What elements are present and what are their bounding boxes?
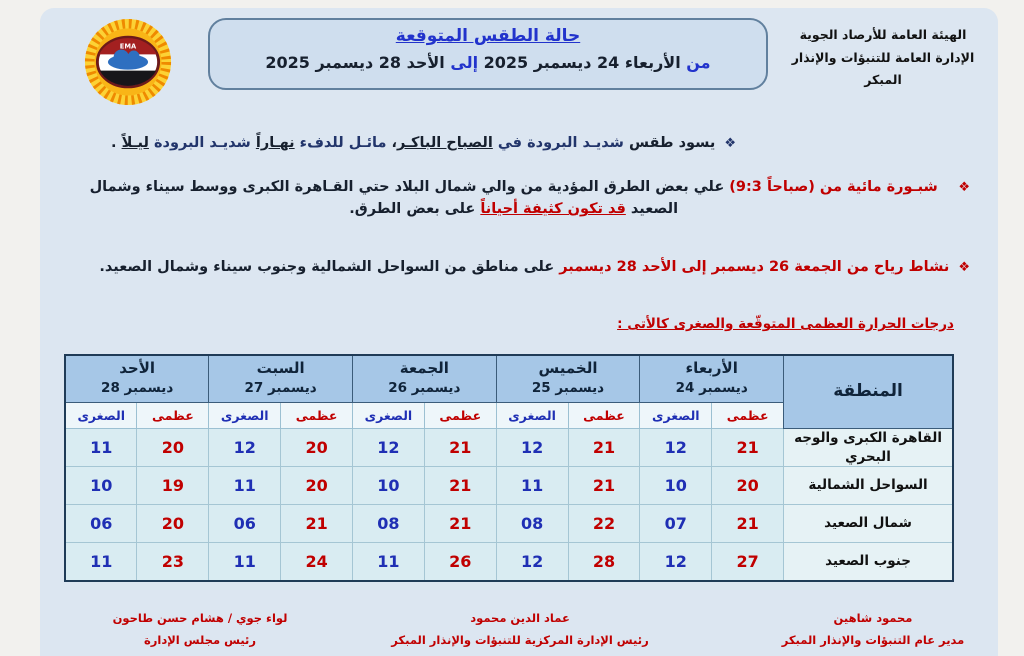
day-header-fri: [352, 355, 496, 403]
bullet-segment: شديـد البرودة: [148, 135, 251, 151]
organization-header: [774, 24, 992, 92]
org-name: الهيئة العامة للأرصاد الجوية: [799, 27, 967, 42]
temp-cell: 21: [281, 505, 353, 543]
bulletin-date-range: [210, 53, 766, 72]
signature-block-left: [80, 608, 320, 652]
temp-cell: 21: [568, 467, 640, 505]
bullet-text: [78, 176, 949, 221]
temperature-table: [64, 354, 954, 582]
region-cell: شمال الصعيد: [784, 505, 953, 543]
bullet-segment: في: [492, 135, 523, 151]
temp-cell: 26: [424, 543, 496, 582]
temp-cell: 12: [496, 543, 568, 582]
day-date: 28 ديسمبر: [101, 380, 174, 396]
bullet-diamond-icon: ❖: [958, 180, 970, 195]
table-row: [65, 429, 953, 467]
temp-cell: 11: [209, 467, 281, 505]
svg-text:EMA: EMA: [119, 42, 137, 51]
temp-cell: 20: [137, 505, 209, 543]
from-date: الأربعاء 24 ديسمبر 2025: [483, 53, 681, 72]
ema-logo: [80, 18, 176, 110]
from-word: من: [686, 53, 711, 72]
day-name: الجمعة: [399, 359, 449, 377]
temp-cell: 22: [568, 505, 640, 543]
temp-cell: 11: [496, 467, 568, 505]
temp-cell: 06: [209, 505, 281, 543]
temp-cell: 12: [640, 429, 712, 467]
day-name: السبت: [256, 359, 305, 377]
day-header-sun: [65, 355, 209, 403]
temp-cell: 12: [209, 429, 281, 467]
temp-cell: 27: [712, 543, 784, 582]
temp-cell: 28: [568, 543, 640, 582]
bullet-segment: شبـورة مائية من: [814, 179, 938, 195]
signature-block-center: [330, 608, 710, 652]
org-department: الإدارة العامة للتنبؤات والإنذار المبكر: [791, 49, 975, 87]
forecast-bullet-fog: [78, 176, 970, 221]
temp-cell: 11: [352, 543, 424, 582]
temp-cell: 08: [496, 505, 568, 543]
min-header: الصغرى: [65, 403, 137, 429]
min-header: الصغرى: [209, 403, 281, 429]
bullet-segment: الصباح الباكـر: [397, 135, 493, 151]
day-name: الخميس: [538, 359, 598, 377]
temp-cell: 07: [640, 505, 712, 543]
temp-cell: 11: [65, 543, 137, 582]
table-row: [65, 543, 953, 582]
temperature-table-wrap: [64, 354, 954, 582]
bullet-segment-time: (9:3 صباحاً): [729, 179, 815, 195]
temp-cell: 12: [496, 429, 568, 467]
forecast-bullet-wind: [70, 256, 970, 278]
temp-cell: 23: [137, 543, 209, 582]
temp-cell: 21: [712, 429, 784, 467]
bullet-text: [111, 132, 715, 154]
signature-title: مدير عام التنبؤات والإنذار المبكر: [781, 632, 965, 647]
day-header-row: [65, 355, 953, 403]
temp-cell: 10: [352, 467, 424, 505]
ema-logo-icon: [80, 18, 176, 106]
temp-cell: 19: [137, 467, 209, 505]
day-date: 25 ديسمبر: [531, 380, 605, 396]
temp-cell: 21: [712, 505, 784, 543]
temp-cell: 10: [65, 467, 137, 505]
temp-cell: 21: [424, 505, 496, 543]
bullet-segment: قد تكون كثيفة أحياناً: [480, 201, 626, 218]
signature-name: محمود شاهين: [833, 611, 913, 625]
temp-cell: 24: [281, 543, 353, 582]
forecast-bullet-cold-weather: [111, 132, 736, 154]
bullet-segment: ليـلاً: [121, 135, 149, 151]
temp-cell: 12: [640, 543, 712, 582]
bullet-segment: على مناطق من السواحل الشمالية وجنوب سيناء وشمال الصعيد.: [99, 259, 560, 275]
bullet-text: [99, 256, 949, 278]
max-header: عظمى: [568, 403, 640, 429]
temp-cell: 06: [65, 505, 137, 543]
temp-cell: 11: [209, 543, 281, 582]
min-header: الصغرى: [352, 403, 424, 429]
bullet-segment: يسود طقس: [623, 135, 716, 151]
signature-block-right: [758, 608, 988, 652]
temperature-table-heading: درجات الحرارة العظمى المتوقّعة والصغرى كالأتى :: [617, 316, 954, 332]
day-header-sat: [209, 355, 353, 403]
bullet-segment: نهـاراً: [255, 135, 295, 151]
title-box: [208, 18, 768, 90]
min-header: الصغرى: [640, 403, 712, 429]
temp-cell: 20: [281, 429, 353, 467]
max-header: عظمى: [137, 403, 209, 429]
bullet-diamond-icon: ❖: [958, 260, 970, 275]
temp-cell: 20: [281, 467, 353, 505]
day-date: 26 ديسمبر: [388, 380, 461, 396]
table-row: [65, 467, 953, 505]
bullet-segment: ،: [386, 135, 398, 151]
bullet-segment: على بعض الطرق.: [349, 201, 481, 218]
bullet-segment: علي بعض الطرق المؤدية من والي شمال البلاد حتي القـاهرة الكبرى ووسط سيناء وشمال الصعيد: [89, 179, 730, 218]
day-date: 24 ديسمبر: [675, 380, 748, 396]
temp-cell: 08: [352, 505, 424, 543]
bullet-segment: نشاط رياح من الجمعة 26 ديسمبر إلى الأحد 28 ديسمبر: [559, 259, 950, 275]
signature-title: رئيس مجلس الإدارة: [143, 632, 256, 647]
bullet-segment: مائـل للدفء: [294, 135, 387, 151]
to-word: إلى: [450, 53, 479, 72]
bullet-segment: شديـد البرودة: [522, 135, 624, 151]
temp-cell: 20: [712, 467, 784, 505]
region-column-header: المنطقة: [784, 355, 953, 429]
temp-cell: 21: [424, 467, 496, 505]
temp-cell: 21: [568, 429, 640, 467]
day-header-wed: [640, 355, 784, 403]
temp-cell: 21: [424, 429, 496, 467]
region-cell: القاهرة الكبرى والوجه البحري: [784, 429, 953, 467]
bulletin-title: حالة الطقس المتوقعة: [395, 26, 581, 46]
bullet-diamond-icon: ❖: [724, 136, 736, 151]
region-cell: جنوب الصعيد: [784, 543, 953, 582]
min-header: الصغرى: [496, 403, 568, 429]
day-name: الأربعاء: [685, 359, 738, 377]
temp-cell: 10: [640, 467, 712, 505]
max-header: عظمى: [712, 403, 784, 429]
max-header: عظمى: [281, 403, 353, 429]
region-cell: السواحل الشمالية: [784, 467, 953, 505]
weather-bulletin-document: [40, 8, 998, 656]
day-date: 27 ديسمبر: [244, 380, 317, 396]
table-row: [65, 505, 953, 543]
temp-cell: 12: [352, 429, 424, 467]
temp-cell: 11: [65, 429, 137, 467]
signature-name: لواء جوي / هشام حسن طاحون: [112, 611, 288, 625]
signature-name: عماد الدين محمود: [470, 611, 570, 625]
to-date: الأحد 28 ديسمبر 2025: [265, 53, 445, 72]
day-header-thu: [496, 355, 640, 403]
temp-cell: 20: [137, 429, 209, 467]
bullet-segment: .: [111, 135, 122, 151]
signature-title: رئيس الإدارة المركزية للتنبؤات والإنذار المبكر: [391, 632, 649, 647]
max-header: عظمى: [424, 403, 496, 429]
day-name: الأحد: [119, 359, 156, 377]
